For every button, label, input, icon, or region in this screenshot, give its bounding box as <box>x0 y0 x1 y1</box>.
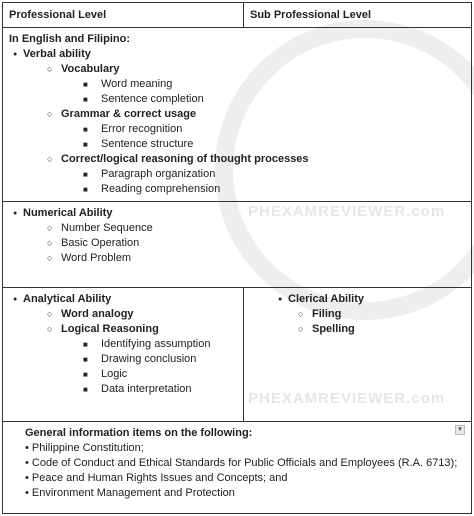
exam-coverage-table <box>2 2 472 514</box>
list-item: ■ Data interpretation <box>9 382 237 397</box>
list-item: ■ Word meaning <box>9 77 465 92</box>
list-item: ○ Number Sequence <box>9 221 465 236</box>
cell-analytical <box>3 288 244 422</box>
analytical-list <box>9 292 237 397</box>
header-professional: Professional Level <box>3 3 244 28</box>
analytical-ability: ● Analytical Ability <box>9 292 237 307</box>
cell-general <box>3 422 472 514</box>
list-item: ■ Drawing conclusion <box>9 352 237 367</box>
chevron-down-icon[interactable]: ▾ <box>455 425 465 435</box>
section1-title: In English and Filipino: <box>9 33 130 45</box>
table-header-row <box>3 3 472 28</box>
clerical-ability: ● Clerical Ability <box>250 292 465 307</box>
row-verbal <box>3 28 472 202</box>
watermark-text: PHEXAMREVIEWER.com <box>248 203 446 220</box>
list-item: • Code of Conduct and Ethical Standards for Public Officials and Employees (R.A. 6713); <box>25 457 458 469</box>
verbal-list <box>9 47 465 197</box>
watermark-text-2: PHEXAMREVIEWER.com <box>248 390 446 407</box>
list-item: ○ Word Problem <box>9 251 465 266</box>
reasoning: ○ Correct/logical reasoning of thought processes <box>9 152 465 167</box>
list-item: ■ Paragraph organization <box>9 167 465 182</box>
numerical-ability: ● Numerical Ability <box>9 206 465 221</box>
cell-clerical <box>244 288 472 422</box>
grammar: ○ Grammar & correct usage <box>9 107 465 122</box>
logical-reasoning: ○ Logical Reasoning <box>9 322 237 337</box>
list-item: ■ Logic <box>9 367 237 382</box>
header-subprofessional: Sub Professional Level <box>244 3 472 28</box>
word-analogy: ○ Word analogy <box>9 307 237 322</box>
cell-verbal <box>3 28 472 202</box>
list-item: ○ Basic Operation <box>9 236 465 251</box>
list-item: ○ Filing <box>250 307 465 322</box>
vocabulary: ○ Vocabulary <box>9 62 465 77</box>
cell-numerical <box>3 202 472 288</box>
list-item: • Philippine Constitution; <box>25 442 144 454</box>
list-item: ○ Spelling <box>250 322 465 337</box>
row-numerical <box>3 202 472 288</box>
list-item: ■ Identifying assumption <box>9 337 237 352</box>
list-item: • Environment Management and Protection <box>25 487 235 499</box>
list-item: ■ Error recognition <box>9 122 465 137</box>
row-general <box>3 422 472 514</box>
verbal-ability: ● Verbal ability <box>9 47 465 62</box>
numerical-list <box>9 206 465 266</box>
row-analytical <box>3 288 472 422</box>
list-item: ■ Sentence structure <box>9 137 465 152</box>
clerical-list <box>250 292 465 337</box>
general-list <box>25 441 465 501</box>
list-item: • Peace and Human Rights Issues and Concepts; and <box>25 472 288 484</box>
list-item: ■ Sentence completion <box>9 92 465 107</box>
section4-title: General information items on the following: <box>25 427 253 439</box>
list-item: ■ Reading comprehension <box>9 182 465 197</box>
